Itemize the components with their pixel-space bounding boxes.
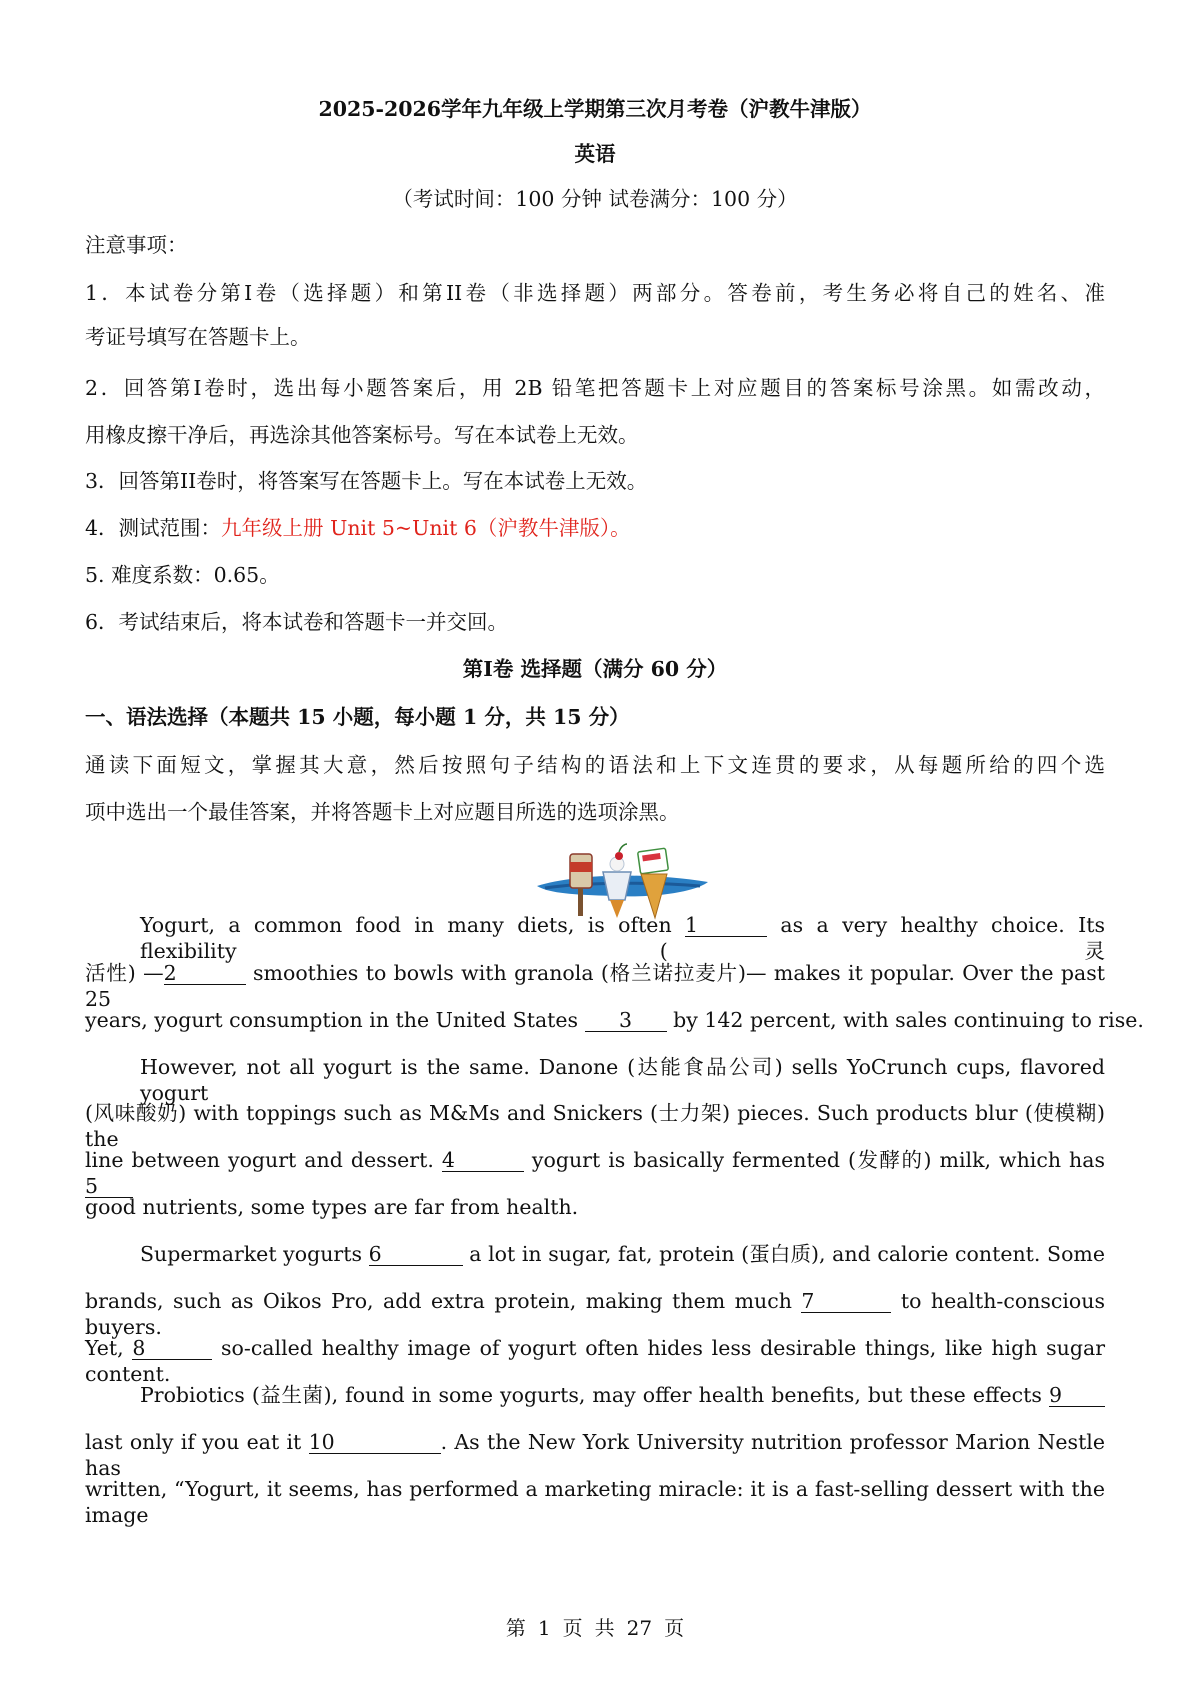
footer-total-pages: 27 — [626, 1616, 653, 1640]
p2-line-3-text-a: line between yogurt and dessert. — [85, 1148, 442, 1172]
exam-title: 2025-2026学年九年级上学期第三次月考卷（沪教牛津版） — [318, 97, 872, 121]
p3-line-3-text-b: so-called healthy image of yogurt often hides less desirable things, like high sugar content. — [85, 1336, 1105, 1386]
note-2-line-1: 2．回答第I卷时，选出每小题答案后，用 2B 铅笔把答题卡上对应题目的答案标号涂黑。如需改动， — [85, 376, 1105, 400]
instructions-line-2: 项中选出一个最佳答案，并将答题卡上对应题目所选的选项涂黑。 — [85, 800, 680, 824]
blank-1: 1 — [685, 914, 767, 937]
footer-word-1: 第 — [505, 1616, 526, 1640]
note-1-line-1: 1．本试卷分第I卷（选择题）和第II卷（非选择题）两部分。答卷前，考生务必将自己的姓名、准 — [85, 281, 1105, 305]
blank-6: 6 — [369, 1243, 463, 1266]
exam-info: （考试时间：100 分钟 试卷满分：100 分） — [392, 187, 798, 211]
p2-line-4: good nutrients, some types are far from health. — [85, 1195, 579, 1219]
p3-line-1 — [140, 1241, 1105, 1267]
p2-line-2: (风味酸奶) with toppings such as M&Ms and Snickers (士力架) pieces. Such products blur (使模糊) the — [85, 1101, 1105, 1151]
p1-line-1-text-a: Yogurt, a common food in many diets, is often — [140, 913, 686, 937]
yogurt-illustration — [535, 842, 710, 922]
blank-10: 10 — [309, 1431, 441, 1454]
notes-heading: 注意事项： — [85, 233, 188, 257]
blank-2: 2 — [164, 962, 246, 985]
note-4 — [85, 515, 1105, 541]
footer-word-2: 页 — [562, 1616, 583, 1640]
p2-line-3 — [85, 1147, 1105, 1199]
blank-7: 7 — [801, 1290, 891, 1313]
note-4-scope: 九年级上册 Unit 5~Unit 6（沪教牛津版）。 — [221, 516, 631, 540]
note-5: 5. 难度系数：0.65。 — [85, 563, 280, 587]
p1-line-2-text-a: 活性) — — [85, 961, 164, 985]
footer-word-3: 共 — [594, 1616, 615, 1640]
subject-title: 英语 — [574, 142, 616, 166]
instructions-line-1: 通读下面短文，掌握其大意，然后按照句子结构的语法和上下文连贯的要求，从每题所给的四个选 — [85, 753, 1105, 777]
p1-line-1 — [140, 912, 1105, 964]
p2-line-3-text-b: yogurt is basically fermented (发酵的) milk, which has — [523, 1148, 1105, 1172]
p1-line-2-text-b: smoothies to bowls with granola (格兰诺拉麦片)— makes it popular. Over the past 25 — [85, 961, 1106, 1011]
p1-line-1-text-b: as a very healthy choice. Its flexibility (灵 — [140, 913, 1105, 963]
part-heading: 一、语法选择（本题共 15 小题，每小题 1 分，共 15 分） — [85, 705, 630, 729]
page-footer — [0, 1612, 1190, 1641]
blank-3: 3 — [585, 1009, 667, 1032]
p3-line-2-text-a: brands, such as Oikos Pro, add extra protein, making them much — [85, 1289, 802, 1313]
p1-line-3-text-a: years, yogurt consumption in the United States — [85, 1008, 585, 1032]
note-6: 6．考试结束后，将本试卷和答题卡一并交回。 — [85, 610, 509, 634]
p4-line-2-text-a: last only if you eat it — [85, 1430, 309, 1454]
blank-8: 8 — [132, 1337, 212, 1360]
p3-line-1-text-b: a lot in sugar, fat, protein (蛋白质), and calorie content. Some — [462, 1242, 1105, 1266]
p3-line-2 — [85, 1288, 1105, 1340]
p3-line-1-text-a: Supermarket yogurts — [140, 1242, 369, 1266]
footer-page-number: 1 — [537, 1616, 551, 1640]
p3-line-3 — [85, 1335, 1105, 1387]
note-3: 3．回答第II卷时，将答案写在答题卡上。写在本试卷上无效。 — [85, 469, 648, 493]
blank-4: 4 — [442, 1149, 524, 1172]
p3-line-3-text-a: Yet, — [85, 1336, 133, 1360]
blank-5: 5 — [85, 1175, 133, 1198]
p4-line-2 — [85, 1429, 1105, 1481]
footer-word-4: 页 — [664, 1616, 685, 1640]
p2-line-1: However, not all yogurt is the same. Danone (达能食品公司) sells YoCrunch cups, flavored yogurt — [140, 1055, 1105, 1105]
section-title: 第I卷 选择题（满分 60 分） — [462, 657, 728, 681]
note-1-line-2: 考证号填写在答题卡上。 — [85, 325, 311, 349]
p4-line-2-text-b: . As the New York University nutrition professor Marion Nestle has — [85, 1430, 1105, 1480]
blank-9: 9 — [1049, 1384, 1105, 1407]
p4-line-1 — [140, 1382, 1105, 1408]
p4-line-3: written, “Yogurt, it seems, has performed a marketing miracle: it is a fast-selling dessert with the image — [85, 1477, 1105, 1527]
p4-line-1-text-a: Probiotics (益生菌), found in some yogurts, may offer health benefits, but these effects — [140, 1383, 1049, 1407]
p1-line-3 — [85, 1007, 1144, 1033]
p3-line-2-text-b: to health-conscious buyers. — [85, 1289, 1105, 1339]
note-2-line-2: 用橡皮擦干净后，再选涂其他答案标号。写在本试卷上无效。 — [85, 423, 639, 447]
note-4-prefix: 4．测试范围： — [85, 516, 222, 540]
p1-line-2 — [85, 960, 1105, 1012]
p1-line-3-text-b: by 142 percent, with sales continuing to rise. — [666, 1008, 1144, 1032]
